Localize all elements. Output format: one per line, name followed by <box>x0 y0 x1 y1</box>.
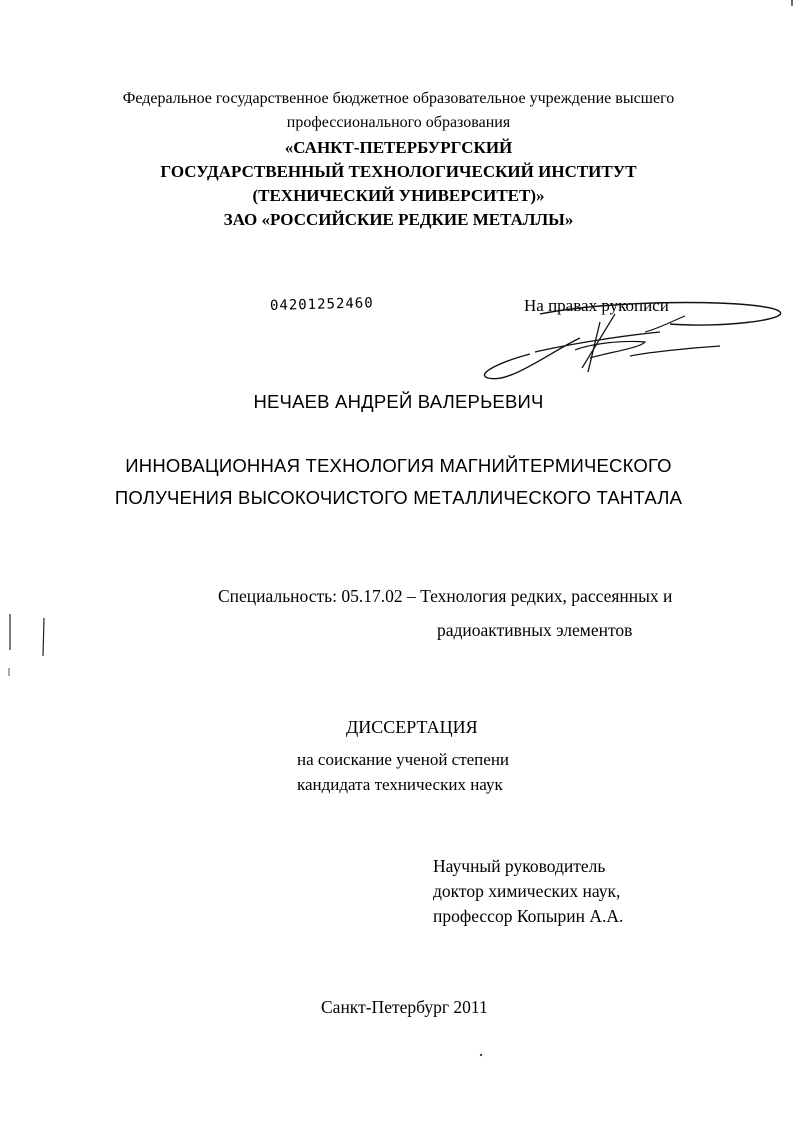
dissertation-heading: ДИССЕРТАЦИЯ <box>346 717 478 737</box>
signature-icon <box>470 292 790 387</box>
author-name: НЕЧАЕВ АНДРЕЙ ВАЛЕРЬЕВИЧ <box>253 391 544 412</box>
scan-dot-mark <box>478 1052 484 1058</box>
scan-margin-marks <box>0 610 60 690</box>
degree-line-2: кандидата технических наук <box>297 775 503 794</box>
scan-corner-mark <box>785 0 795 10</box>
rights-note: На правах рукописи <box>524 296 669 315</box>
company-name: ЗАО «РОССИЙСКИЕ РЕДКИЕ МЕТАЛЛЫ» <box>223 210 574 229</box>
degree-line-1: на соискание ученой степени <box>297 750 510 769</box>
institution-name-line-3: (ТЕХНИЧЕСКИЙ УНИВЕРСИТЕТ)» <box>252 186 545 205</box>
catalog-number: 04201252460 <box>269 295 374 314</box>
thesis-title-line-1: ИННОВАЦИОННАЯ ТЕХНОЛОГИЯ МАГНИЙТЕРМИЧЕСКОГО <box>125 455 672 476</box>
institution-name-line-2: ГОСУДАРСТВЕННЫЙ ТЕХНОЛОГИЧЕСКИЙ ИНСТИТУТ <box>160 162 637 181</box>
institution-name-line-1: «САНКТ-ПЕТЕРБУРГСКИЙ <box>284 138 513 157</box>
institution-line-2: профессионального образования <box>286 114 511 131</box>
advisor-name: профессор Копырин А.А. <box>433 906 624 926</box>
city-year: Санкт-Петербург 2011 <box>321 997 488 1017</box>
advisor-degree: доктор химических наук, <box>433 881 621 901</box>
advisor-label: Научный руководитель <box>433 856 606 876</box>
specialty-line-1: Специальность: 05.17.02 – Технология редких, рассеянных и <box>218 586 673 606</box>
institution-line-1: Федеральное государственное бюджетное образовательное учреждение высшего <box>122 90 675 107</box>
specialty-line-2: радиоактивных элементов <box>437 620 633 640</box>
thesis-title-line-2: ПОЛУЧЕНИЯ ВЫСОКОЧИСТОГО МЕТАЛЛИЧЕСКОГО ТАНТАЛА <box>114 487 683 508</box>
